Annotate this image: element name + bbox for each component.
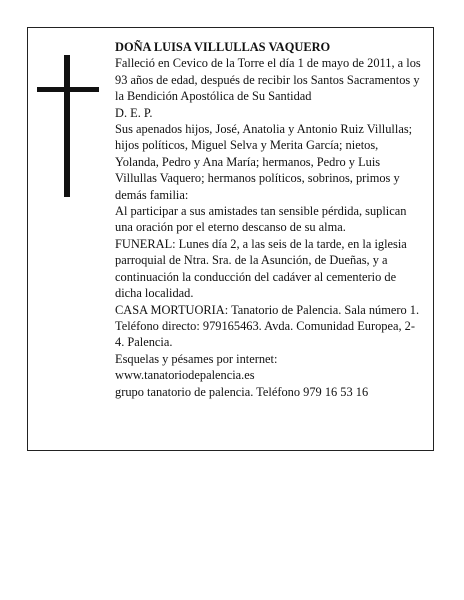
family-list: Sus apenados hijos, José, Anatolia y Antonio Ruiz Villullas; hijos políticos, Miguel Selva y Merita García; nietos, Yolanda, Pedro y Ana María; hermanos, Pedro y Luis Villullas Vaquero; hermanos políticos, sobrinos, primos y demás familia:: [115, 122, 413, 202]
group-phone: grupo tanatorio de palencia. Teléfono 979 16 53 16: [115, 384, 369, 399]
deceased-name: DOÑA LUISA VILLULLAS VAQUERO: [115, 40, 331, 54]
funeral-info: FUNERAL: Lunes día 2, a las seis de la tarde, en la iglesia parroquial de Ntra. Sra. de la Asunción, de Dueñas, y a continuación la conducción del cadáver al cementerio de dicha localidad.: [115, 236, 407, 301]
cross-vertical-bar: [64, 55, 70, 197]
obituary-text: [115, 39, 421, 400]
cross-horizontal-bar: [37, 87, 99, 92]
casa-mortuoria-info: CASA MORTUORIA: Tanatorio de Palencia. Sala número 1. Teléfono directo: 979165463. Avda. Comunidad Europea, 2-4. Palencia.: [115, 302, 420, 350]
esquelas-label: Esquelas y pésames por internet:: [115, 351, 278, 366]
death-info: Falleció en Cevico de la Torre el día 1 de mayo de 2011, a los 93 años de edad, después de recibir los Santos Sacramentos y la Bendición Apostólica de Su Santidad: [115, 56, 421, 104]
prayer-request: Al participar a sus amistades tan sensible pérdida, suplican una oración por el eterno descanso de su alma.: [115, 204, 407, 235]
website-text: www.tanatoriodepalencia.es: [115, 368, 255, 383]
cross-icon: [37, 55, 99, 197]
dep-text: D. E. P.: [115, 105, 153, 120]
